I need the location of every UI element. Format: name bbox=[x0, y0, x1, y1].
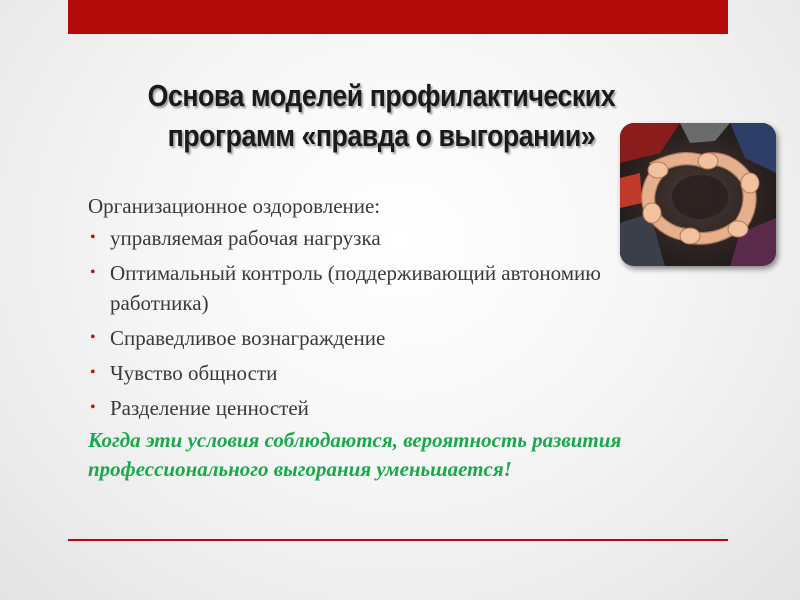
linked-hands-illustration bbox=[620, 123, 776, 266]
bullet-text: Оптимальный контроль (поддерживающий автономию работника) bbox=[110, 261, 601, 315]
bullet-text: Разделение ценностей bbox=[110, 396, 309, 420]
bullet-dot-icon: • bbox=[90, 364, 96, 381]
bullet-dot-icon: • bbox=[90, 399, 96, 416]
conclusion-text: Когда эти условия соблюдаются, вероятность развития профессионального выгорания уменьшается! bbox=[88, 428, 622, 481]
slide-body bbox=[88, 190, 628, 428]
slide-title bbox=[106, 76, 656, 156]
bottom-accent-rule bbox=[68, 539, 728, 541]
bullet-text: управляемая рабочая нагрузка bbox=[110, 226, 381, 250]
top-accent-bar bbox=[68, 0, 728, 34]
bullet-text: Чувство общности bbox=[110, 361, 278, 385]
bullet-list bbox=[88, 223, 628, 423]
title-line-1: Основа моделей профилактических bbox=[147, 78, 616, 113]
bullet-dot-icon: • bbox=[90, 229, 96, 246]
bullet-dot-icon: • bbox=[90, 264, 96, 281]
title-line-2: программ «правда о выгорании» bbox=[167, 118, 596, 153]
bullet-item bbox=[88, 358, 628, 388]
bullet-item bbox=[88, 258, 628, 318]
intro-text: Организационное оздоровление: bbox=[88, 194, 381, 218]
bullet-text: Справедливое вознаграждение bbox=[110, 326, 386, 350]
bullet-item bbox=[88, 393, 628, 423]
bullet-item bbox=[88, 223, 628, 253]
bullet-dot-icon: • bbox=[90, 329, 96, 346]
bullet-item bbox=[88, 323, 628, 353]
linked-hands-photo bbox=[620, 123, 776, 266]
